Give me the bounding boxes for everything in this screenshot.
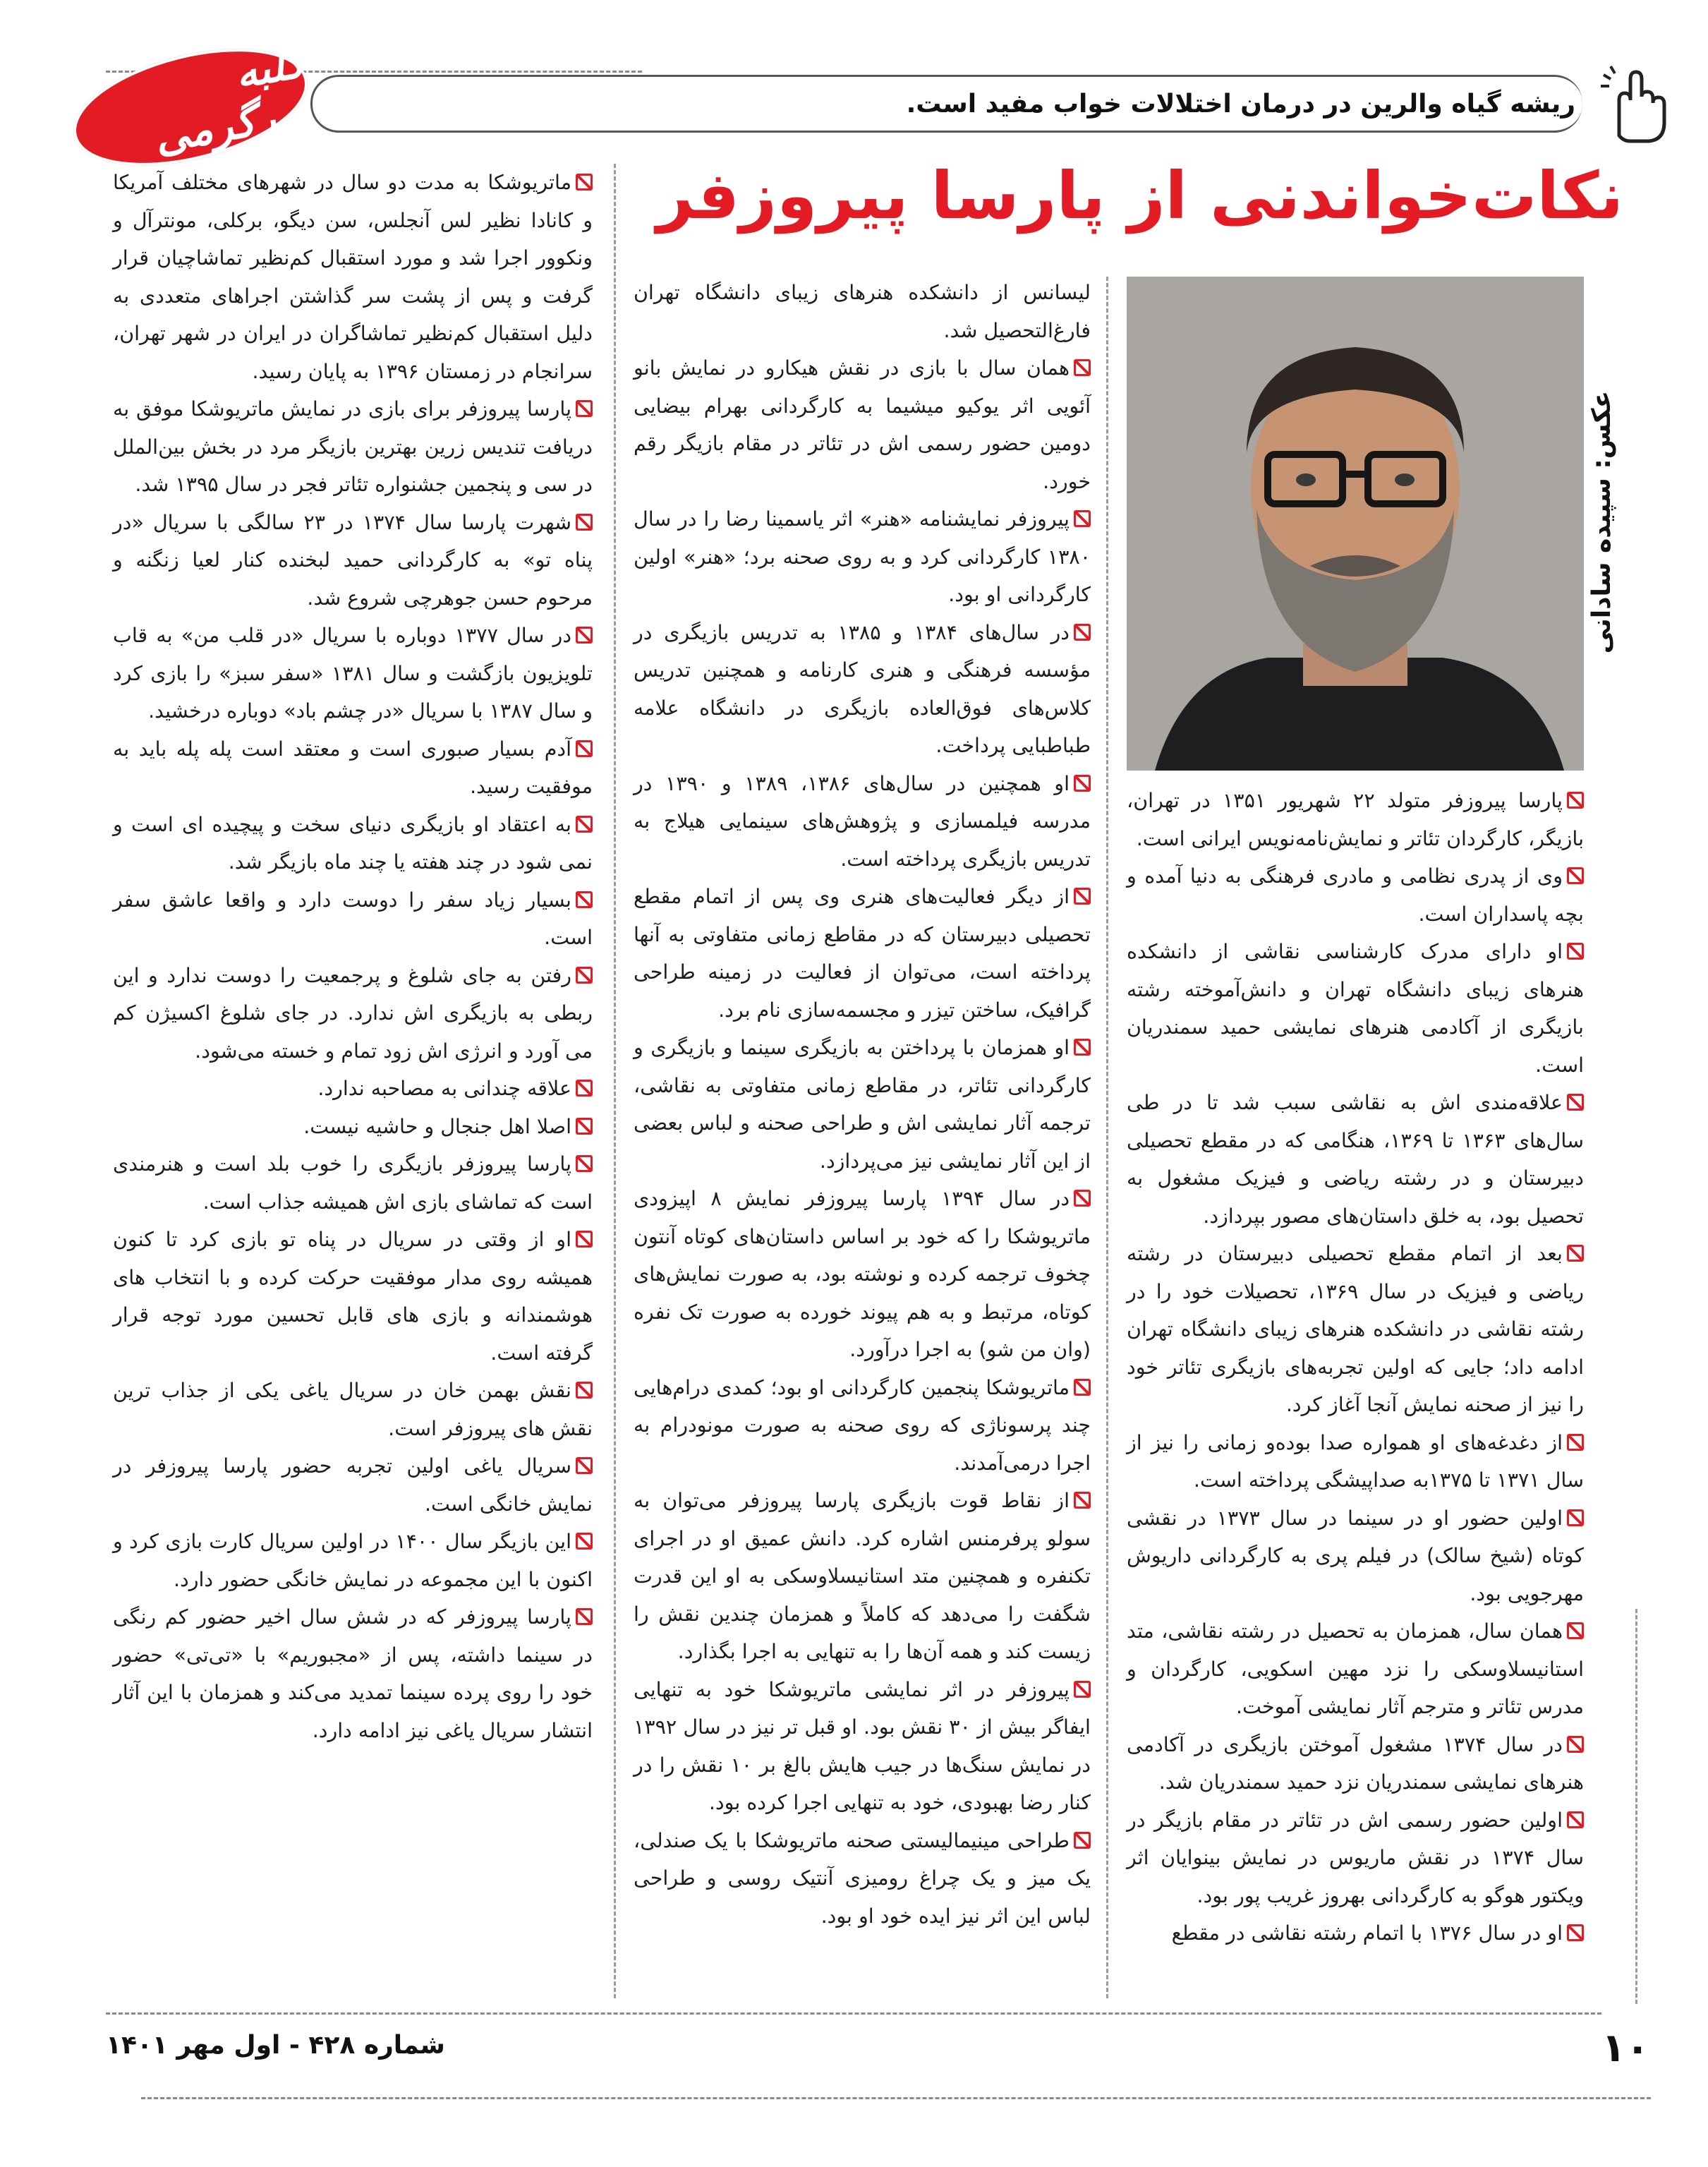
list-item: پیروزفر نمایشنامه «هنر» اثر یاسمینا رضا را در سال ۱۳۸۰ کارگردانی کرد و به روی صحنه برد؛ «هنر» اولین کارگردانی او بود. — [634, 500, 1091, 614]
list-item: به اعتقاد او بازیگری دنیای سخت و پیچیده ای است و نمی شود در چند هفته یا چند ماه بازیگر شد. — [113, 806, 593, 881]
list-item: از نقاط قوت بازیگری پارسا پیروزفر می‌توان به سولو پرفرمنس اشاره کرد. دانش عمیق او در اجرای تکنفره و همچنین متد استانیسلاوسکی به او این قدرت شگفت را می‌دهد که کاملاً و همزمان چندین نقش را زیست کند و همه آن‌ها را به تنهایی به اجرا بگذارد. — [634, 1482, 1091, 1671]
right-margin-dashed-rule — [1635, 1609, 1637, 2004]
list-item: پارسا پیروزفر که در شش سال اخیر حضور کم رنگی در سینما داشته، پس از «مجبوریم» با «تی‌تی» حضور خود را روی پرده سینما تمدید می‌کند و همزمان با این آثار انتشار سریال یاغی نیز ادامه دارد. — [113, 1598, 593, 1749]
article-title: نکات‌خواندنی از پارسا پیروزفر — [656, 158, 1623, 234]
list-item: پارسا پیروزفر برای بازی در نمایش ماتریوشکا موفق به دریافت تندیس زرین بهترین بازیگر مرد در بخش بین‌الملل در سی و پنجمین جشنواره تئاتر فجر در سال ۱۳۹۵ شد. — [113, 390, 593, 504]
list-item: ماتریوشکا پنجمین کارگردانی او بود؛ کمدی درام‌هایی چند پرسوناژی که روی صحنه به صورت مونودرام به اجرا درمی‌آمدند. — [634, 1369, 1091, 1483]
list-item: در سال ۱۳۷۴ مشغول آموختن بازیگری در آکادمی هنرهای نمایشی سمندریان نزد حمید سمندریان شد. — [1127, 1726, 1584, 1801]
list-item: همان سال، همزمان به تحصیل در رشته نقاشی، متد استانیسلاوسکی را نزد مهین اسکویی، کارگردان و مدرس تئاتر و مترجم آثار نمایشی آموخت. — [1127, 1612, 1584, 1726]
list-item: در سال‌های ۱۳۸۴ و ۱۳۸۵ به تدریس بازیگری در مؤسسه فرهنگی و هنری کارنامه و همچنین تدریس کلاس‌های فوق‌العاده بازیگری در دانشگاه علامه طباطبایی پرداخت. — [634, 614, 1091, 765]
logo-text: کلبه سرگرمی — [150, 37, 317, 163]
list-item: بسیار زیاد سفر را دوست دارد و واقعا عاشق سفر است. — [113, 881, 593, 957]
portrait-illustration — [1127, 277, 1584, 771]
list-item: طراحی مینیمالیستی صحنه ماتریوشکا با یک صندلی، یک میز و یک چراغ رومیزی آنتیک روسی و طراحی لباس این اثر نیز ایده خود او بود. — [634, 1822, 1091, 1936]
list-item: نقش بهمن خان در سریال یاغی یکی از جذاب ترین نقش های پیروزفر است. — [113, 1372, 593, 1447]
list-item: آدم بسیار صبوری است و معتقد است پله پله باید به موفقیت رسید. — [113, 730, 593, 806]
list-item: او از وقتی در سریال در پناه تو بازی کرد تا کنون همیشه روی مدار موفقیت حرکت کرده و با انتخاب های هوشمندانه و بازی های قابل تحسین مورد توجه قرار گرفته است. — [113, 1221, 593, 1372]
top-banner — [310, 75, 1582, 133]
issue-info: شماره ۴۲۸ - اول مهر ۱۴۰۱ — [106, 2031, 445, 2060]
column-right — [1127, 782, 1584, 1952]
column-middle — [634, 274, 1091, 1935]
list-item: سریال یاغی اولین تجربه حضور پارسا پیروزفر در نمایش خانگی است. — [113, 1447, 593, 1523]
list-item: در سال ۱۳۹۴ پارسا پیروزفر نمایش ۸ اپیزودی ماتریوشکا را که خود بر اساس داستان‌های کوتاه آنتون چخوف ترجمه کرده و نوشته بود، به صورت نمایش‌های کوتاه، مرتبط و به هم پیوند خورده به صورت تک نفره (وان من شو) به اجرا درآورد. — [634, 1180, 1091, 1369]
column-left — [113, 164, 593, 1749]
list-item: رفتن به جای شلوغ و پرجمعیت را دوست ندارد و این ربطی به بازیگری اش ندارد. در جای شلوغ اکسیژن کم می آورد و انرژی اش زود تمام و خسته می‌شود. — [113, 957, 593, 1070]
list-item: اصلا اهل جنجال و حاشیه نیست. — [113, 1108, 593, 1146]
list-item: پارسا پیروزفر متولد ۲۲ شهریور ۱۳۵۱ در تهران، بازیگر، کارگردان تئاتر و نمایش‌نامه‌نویس ایرانی است. — [1127, 782, 1584, 857]
list-item: ماتریوشکا به مدت دو سال در شهرهای مختلف آمریکا و کانادا نظیر لس آنجلس، سن دیگو، برکلی، مونترآل و ونکوور اجرا شد و مورد استقبال کم‌نظیر تماشاچیان قرار گرفت و پس از پشت سر گذاشتن اجراهای متعددی به دلیل استقبال کم‌نظیر تماشاگران در ایران در شهر تهران، سرانجام در زمستان ۱۳۹۶ به پایان رسید. — [113, 164, 593, 390]
list-item: این بازیگر سال ۱۴۰۰ در اولین سریال کارت بازی کرد و اکنون با این مجموعه در نمایش خانگی حضور دارد. — [113, 1523, 593, 1598]
pointing-hand-icon — [1591, 58, 1683, 150]
page-number: ۱۰ — [1601, 2025, 1650, 2071]
list-item: پیروزفر در اثر نمایشی ماتریوشکا خود به تنهایی ایفاگر بیش از ۳۰ نقش بود. او قبل تر نیز در سال ۱۳۹۲ در نمایش سنگ‌ها در جیب هایش بالغ بر ۱۰ نقش را در کنار رضا بهبودی، خود به تنهایی اجرا کرده بود. — [634, 1671, 1091, 1822]
list-item: او در سال ۱۳۷۶ با اتمام رشته نقاشی در مقطع — [1127, 1914, 1584, 1952]
list-item: علاقه‌مندی اش به نقاشی سبب شد تا در طی سال‌های ۱۳۶۳ تا ۱۳۶۹، هنگامی که در مقطع تحصیلی دبیرستان و در رشته ریاضی و فیزیک مشغول به تحصیل بود، به خلق داستان‌های مصور بپردازد. — [1127, 1084, 1584, 1235]
list-item: او همچنین در سال‌های ۱۳۸۶، ۱۳۸۹ و ۱۳۹۰ در مدرسه فیلمسازی و پژوهش‌های سینمایی هیلاج به تدریس بازیگری پرداخته است. — [634, 765, 1091, 879]
banner-text: ریشه گیاه والرین در درمان اختلالات خواب مفید است. — [906, 89, 1575, 119]
list-item-continued: لیسانس از دانشکده هنرهای زیبای دانشگاه تهران فارغ‌التحصیل شد. — [634, 281, 1091, 342]
footer-dashed-rule-bottom — [141, 2097, 1651, 2099]
list-item: بعد از اتمام مقطع تحصیلی دبیرستان در رشته ریاضی و فیزیک در سال ۱۳۶۹، تحصیلات خود را در رشته نقاشی در دانشکده هنرهای زیبای دانشگاه تهران ادامه داد؛ جایی که اولین تجربه‌های بازیگری تئاتر خود را نیز از صحنه نمایش آنجا آغاز کرد. — [1127, 1235, 1584, 1424]
column-divider-left — [614, 164, 616, 1998]
list-item: او همزمان با پرداختن به بازیگری سینما و بازیگری و کارگردانی تئاتر، در مقاطع زمانی متفاوتی به نقاشی، ترجمه آثار نمایشی اش و طراحی صحنه و لباس بعضی از این آثار نمایشی نیز می‌پردازد. — [634, 1029, 1091, 1180]
list-item: در سال ۱۳۷۷ دوباره با سریال «در قلب من» به قاب تلویزیون بازگشت و سال ۱۳۸۱ «سفر سبز» را بازی کرد و سال ۱۳۸۷ با سریال «در چشم باد» دوباره درخشید. — [113, 617, 593, 730]
list-item: او دارای مدرک کارشناسی نقاشی از دانشکده هنرهای زیبای دانشگاه تهران و دانش‌آموخته رشته بازیگری از آکادمی هنرهای نمایشی حمید سمندریان است. — [1127, 933, 1584, 1084]
list-item: پارسا پیروزفر بازیگری را خوب بلد است و هنرمندی است که تماشای بازی اش همیشه جذاب است. — [113, 1145, 593, 1221]
list-item: وی از پدری نظامی و مادری فرهنگی به دنیا آمده و بچه پاسداران است. — [1127, 857, 1584, 933]
list-item: علاقه چندانی به مصاحبه ندارد. — [113, 1070, 593, 1108]
list-item: از دیگر فعالیت‌های هنری وی پس از اتمام مقطع تحصیلی دبیرستان که در مقاطع زمانی متفاوتی به آنها پرداخته است، می‌توان از فعالیت در زمینه طراحی گرافیک، ساختن تیزر و مجسمه‌سازی نام برد. — [634, 878, 1091, 1029]
list-item: اولین حضور رسمی اش در تئاتر در مقام بازیگر در سال ۱۳۷۴ در نقش ماریوس در نمایش بینوایان اثر ویکتور هوگو به کارگردانی بهروز غریب پور بود. — [1127, 1801, 1584, 1915]
portrait-photo — [1127, 277, 1584, 771]
list-item: همان سال با بازی در نقش هیکارو در نمایش بانو آئویی اثر یوکیو میشیما به کارگردانی بهرام بیضایی دومین حضور رسمی اش در تئاتر در مقام بازیگر رقم خورد. — [634, 349, 1091, 500]
list-item: اولین حضور او در سینما در سال ۱۳۷۳ در نقشی کوتاه (شیخ سالک) در فیلم پری به کارگردانی داریوش مهرجویی بود. — [1127, 1499, 1584, 1613]
list-item: شهرت پارسا سال ۱۳۷۴ در ۲۳ سالگی با سریال «در پناه تو» به کارگردانی حمید لبخنده کنار لعیا زنگنه و مرحوم حسن جوهرچی شروع شد. — [113, 504, 593, 617]
footer-dashed-rule-top — [106, 2012, 1601, 2015]
list-item: از دغدغه‌های او همواره صدا بوده‌و زمانی را نیز از سال ۱۳۷۱ تا ۱۳۷۵به صداپیشگی پرداخته است. — [1127, 1424, 1584, 1499]
photo-caption: عکس: سپیده سادانی — [1587, 390, 1616, 654]
column-divider-right — [1106, 277, 1108, 1998]
